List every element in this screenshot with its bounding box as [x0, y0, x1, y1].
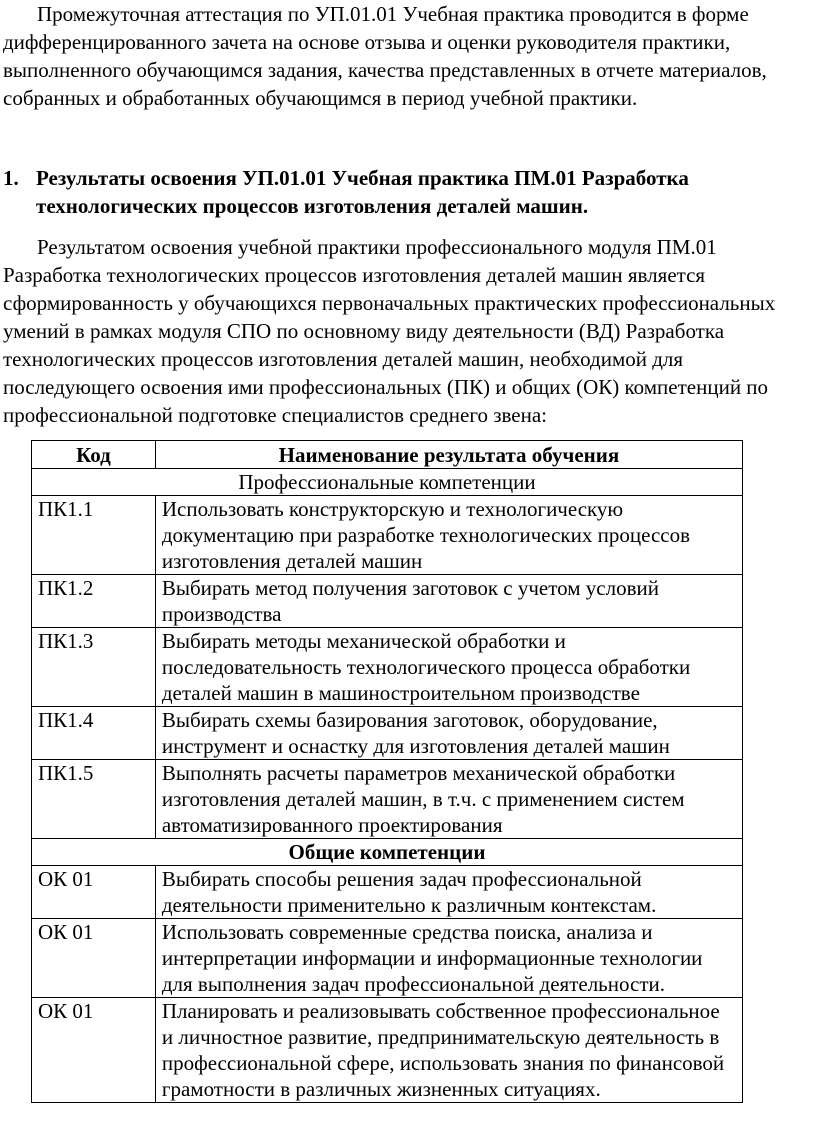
group-row-professional [32, 469, 743, 496]
table-row [32, 628, 743, 707]
intro-paragraph-text: Промежуточная аттестация по УП.01.01 Учебная практика проводится в форме дифференцированного зачета на основе отзыва и оценки руководителя практики, выполненного обучающимся задания, качества представленных в отчете материалов, собранных и обработанных обучающимся в период учебной практики. [3, 2, 767, 110]
group-label-professional: Профессиональные компетенции [32, 469, 743, 496]
competence-code: ПК1.4 [32, 707, 156, 760]
table-row [32, 998, 743, 1103]
competence-text: Использовать конструкторскую и технологическую документацию при разработке технологических процессов изготовления деталей машин [155, 496, 742, 575]
table-row [32, 866, 743, 919]
table-row [32, 760, 743, 839]
table-row [32, 575, 743, 628]
competence-text: Выбирать метод получения заготовок с учетом условий производства [155, 575, 742, 628]
section-heading [3, 164, 803, 220]
group-label-general: Общие компетенции [32, 839, 743, 866]
body-paragraph-text: Результатом освоения учебной практики профессионального модуля ПМ.01 Разработка технологических процессов изготовления деталей машин является сформированность у обучающихся первоначальных практических профессиональных умений в рамках модуля СПО по основному виду деятельности (ВД) Разработка технологических процессов изготовления деталей машин, необходимой для последующего освоения ими профессиональных (ПК) и общих (ОК) компетенций по профессиональной подготовке специалистов среднего звена: [3, 235, 776, 427]
group-row-general [32, 839, 743, 866]
section-title: Результаты освоения УП.01.01 Учебная практика ПМ.01 Разработка технологических процессов изготовления деталей машин. [36, 166, 689, 218]
competence-code: ПК1.5 [32, 760, 156, 839]
body-paragraph [3, 233, 811, 429]
competence-text: Выбирать схемы базирования заготовок, оборудование, инструмент и оснастку для изготовления деталей машин [155, 707, 742, 760]
competence-text: Выбирать методы механической обработки и последовательность технологического процесса обработки деталей машин в машиностроительном производстве [155, 628, 742, 707]
header-name: Наименование результата обучения [155, 441, 742, 469]
competence-code: ОК 01 [32, 998, 156, 1103]
header-code: Код [32, 441, 156, 469]
competence-code: ПК1.1 [32, 496, 156, 575]
table-row [32, 707, 743, 760]
competence-code: ОК 01 [32, 866, 156, 919]
table-header-row [32, 441, 743, 469]
competence-code: ПК1.2 [32, 575, 156, 628]
competence-code: ПК1.3 [32, 628, 156, 707]
table-row [32, 496, 743, 575]
section-number: 1. [3, 166, 19, 190]
table-row [32, 919, 743, 998]
intro-paragraph [3, 0, 811, 112]
competence-code: ОК 01 [32, 919, 156, 998]
competence-text: Выполнять расчеты параметров механической обработки изготовления деталей машин, в т.ч. с применением систем автоматизированного проектирования [155, 760, 742, 839]
learning-results-table [31, 440, 743, 1103]
competence-text: Планировать и реализовывать собственное профессиональное и личностное развитие, предпринимательскую деятельность в профессиональной сфере, использовать знания по финансовой грамотности в различных жизненных ситуациях. [155, 998, 742, 1103]
competence-text: Использовать современные средства поиска, анализа и интерпретации информации и информационные технологии для выполнения задач профессиональной деятельности. [155, 919, 742, 998]
competence-text: Выбирать способы решения задач профессиональной деятельности применительно к различным контекстам. [155, 866, 742, 919]
